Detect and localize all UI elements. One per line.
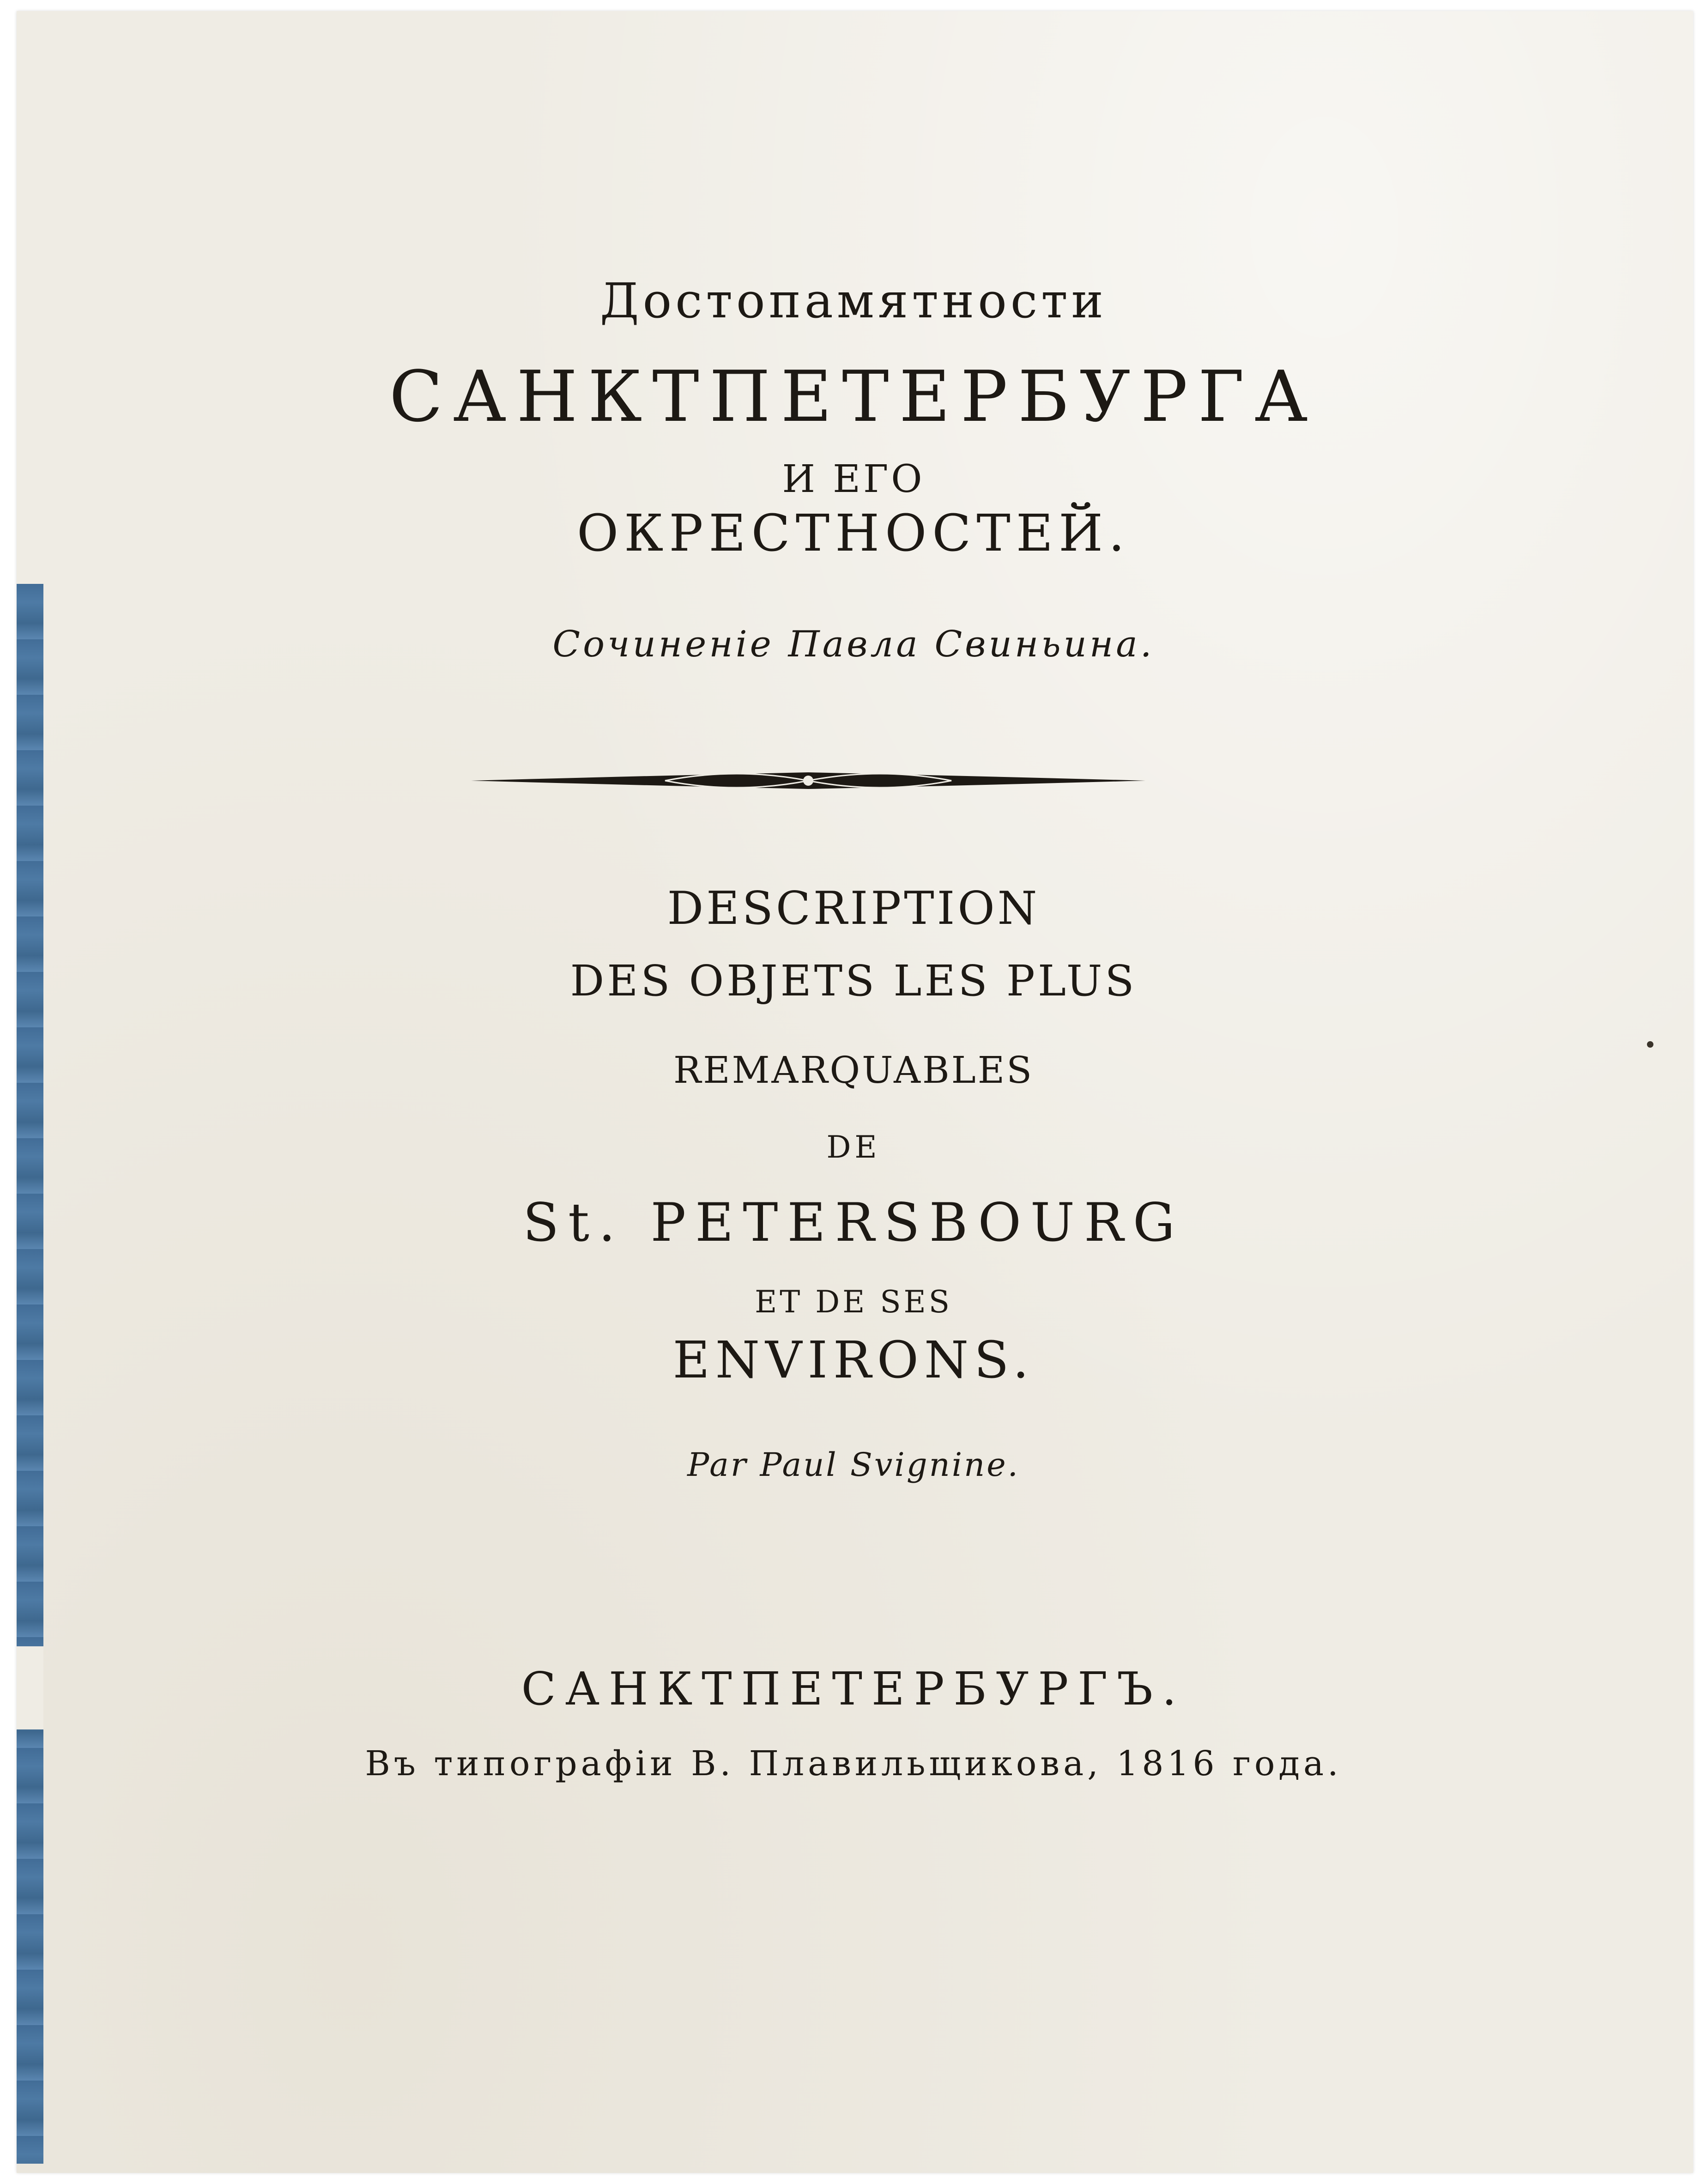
fr-des-objets: DES OBJETS LES PLUS	[570, 956, 1137, 1006]
fr-description: DESCRIPTION	[667, 882, 1040, 935]
fr-environs: ENVIRONS.	[672, 1330, 1035, 1389]
ink-speck	[1647, 1041, 1653, 1048]
fr-et-de-ses: ET DE SES	[755, 1284, 952, 1320]
fr-author-line: Par Paul Svignine.	[687, 1446, 1020, 1484]
ru-author-line: Сочиненіе Павла Свиньина.	[552, 624, 1155, 665]
fr-de: DE	[826, 1129, 881, 1165]
ornamental-rule	[471, 762, 1145, 799]
ru-title-city: САНКТПЕТЕРБУРГА	[389, 356, 1318, 437]
fr-remarquables: REMARQUABLES	[673, 1049, 1034, 1092]
imprint-press-line: Въ типографіи В. Плавильщикова, 1816 года.	[365, 1744, 1342, 1784]
title-page	[17, 11, 1693, 2173]
ru-title-environs: ОКРЕСТНОСТЕЙ.	[577, 504, 1130, 563]
ornament-center-dot	[803, 776, 813, 786]
ru-title-line-1: Достопамятности	[600, 273, 1107, 329]
ru-title-and-its: И ЕГО	[782, 457, 925, 501]
fr-st-petersbourg: St. PETERSBOURG	[523, 1192, 1184, 1253]
imprint-city: САНКТПЕТЕРБУРГЪ.	[521, 1663, 1186, 1716]
